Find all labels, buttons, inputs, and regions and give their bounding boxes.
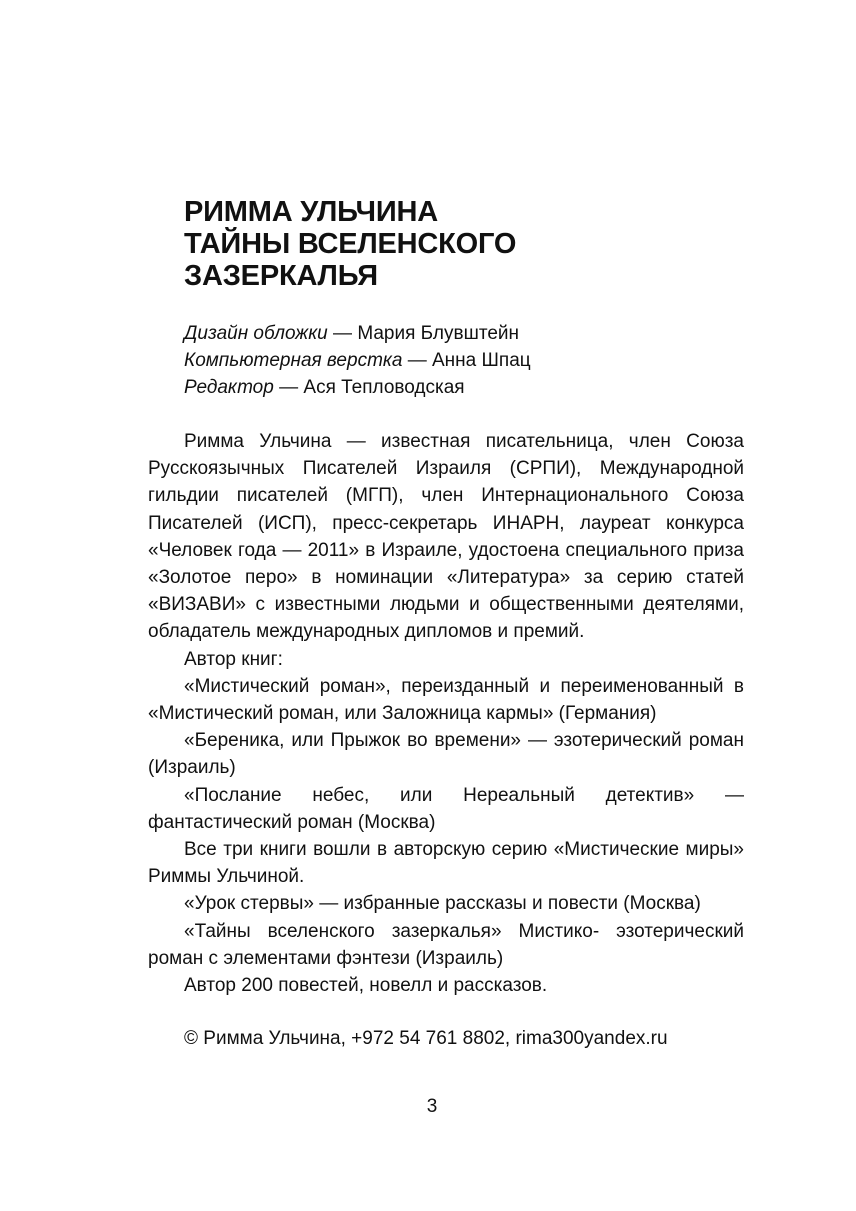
bio-paragraph: «Тайны вселенского зазеркалья» Мистико- эзотерический роман с элементами фэнтези (Израиль) <box>148 920 744 969</box>
bio-paragraph: «Мистический роман», переизданный и переименованный в «Мистический роман, или Заложница кармы» (Германия) <box>148 675 744 725</box>
credit-cover-design <box>184 320 744 347</box>
bio-paragraph: Все три книги вошли в авторскую серию «Мистические миры» Риммы Ульчиной. <box>148 839 744 888</box>
title-line-1: ТАЙНЫ ВСЕЛЕНСКОГО <box>184 228 517 260</box>
credit-role: Редактор <box>184 377 274 398</box>
credit-editor <box>184 374 744 401</box>
bio-paragraph: Автор 200 повестей, новелл и рассказов. <box>184 975 548 997</box>
title-author-line: РИММА УЛЬЧИНА <box>184 196 438 228</box>
bio-paragraph: Римма Ульчина — известная писательница, член Союза Русскоязычных Писателей Израиля (СРПИ), Международной гильдии писателей (МГП), член Интернационального Союза Писателей (ИСП), пресс-секретарь ИНАРН, лауреат конкурса «Человек года — 2011» в Израиле, удостоена специального приза «Золотое перо» в номинации «Литература» за серию статей «ВИЗАВИ» с известными людьми и общественными деятелями, обладатель международных дипломов и премий. <box>148 431 744 643</box>
bio-paragraph: «Береника, или Прыжок во времени» — эзотерический роман (Израиль) <box>148 730 744 779</box>
credit-layout <box>184 347 744 374</box>
credit-person: Анна Шпац <box>432 350 531 371</box>
credit-separator: — <box>273 377 304 398</box>
credit-person: Ася Тепловодская <box>303 377 465 398</box>
book-title <box>184 196 744 292</box>
credit-role: Дизайн обложки <box>184 323 328 344</box>
bio-paragraph: «Послание небес, или Нереальный детектив» — фантастический роман (Москва) <box>148 784 744 833</box>
bio-paragraph: Автор книг: <box>184 648 283 670</box>
credit-role: Компьютерная верстка <box>184 350 403 371</box>
credit-person: Мария Блувштейн <box>357 323 520 344</box>
page-number: 3 <box>426 1096 438 1117</box>
credit-separator: — <box>327 323 358 344</box>
copyright-line: © Римма Ульчина, +972 54 761 8802, rima300yandex.ru <box>184 1028 668 1049</box>
author-bio <box>148 428 744 999</box>
bio-paragraph: «Урок стервы» — избранные рассказы и повести (Москва) <box>184 893 701 915</box>
credit-separator: — <box>402 350 432 371</box>
credits-block <box>184 320 744 401</box>
title-line-2: ЗАЗЕРКАЛЬЯ <box>184 260 378 292</box>
